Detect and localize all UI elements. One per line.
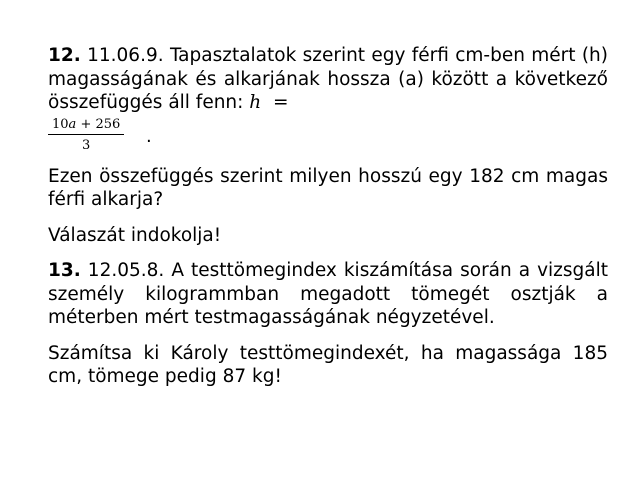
problem-12-statement [48,44,608,115]
numerator-variable: a [68,116,77,132]
problem-13-statement [48,259,608,330]
problem-12-question: Ezen összefüggés szerint milyen hosszú egy 182 cm magas férfi alkarja? [48,165,608,210]
formula-equals-sign: = [272,92,289,113]
problem-12-text: Tapasztalatok szerint egy férfi cm-ben mért (h) magasságának és alkarjának hossza (a) között a következő összefüggés áll fenn: [48,45,609,113]
formula-lhs-variable: h [249,92,262,113]
slide-content [48,44,608,389]
numerator-coefficient: 10 [52,116,69,132]
fraction-denominator: 3 [82,137,91,153]
problem-13-code: 12.05.8. [87,260,165,281]
formula-fraction [48,117,124,154]
problem-12-code: 11.06.9. [87,45,164,66]
problem-13-number: 13. [48,260,81,281]
problem-13-question: Számítsa ki Károly testtömegindexét, ha magassága 185 cm, tömege pedig 87 kg! [48,342,608,387]
numerator-constant: + 256 [76,116,121,132]
fraction-numerator [48,117,124,135]
formula-fraction-row [48,115,608,165]
problem-13-text: A testtömegindex kiszámítása során a vizsgált személy kilogrammban megadott tömegét osztják a méterben mért testmagasságának négyzetével. [48,260,608,328]
formula-period: . [146,125,152,147]
problem-12-instruction: Válaszát indokolja! [48,224,222,246]
problem-12-number: 12. [48,45,81,66]
